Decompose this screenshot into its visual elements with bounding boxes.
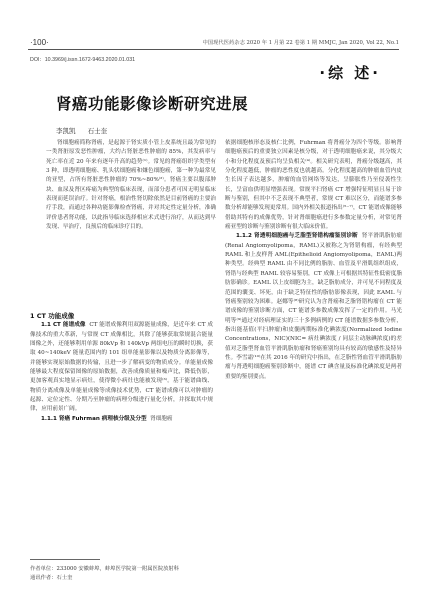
footnote-divider <box>30 559 100 560</box>
article-title: 肾癌功能影像诊断研究进展 <box>56 95 249 113</box>
section-tag: ·综 述· <box>319 64 381 82</box>
section-heading: 1 CT 功能成像 <box>30 312 75 320</box>
page-number: ·100· <box>30 38 49 47</box>
doi-line: DOI：10.3969/j.issn.1672-9463.2020.01.031 <box>30 57 136 63</box>
subsection2-text: 肾细胞癌 <box>150 415 173 422</box>
right-column <box>225 139 402 382</box>
subsection-text: CT 能谱成像利用双源能量成像，是近年来 CT 成像技术的重大革新，与常规 CT 成像相比，其除了能够获取常规混合能量图像之外，还能够利用单源 80kVp 和 140kVp 两组电压的瞬时切换，获取 40~140keV 能量范围内的 101 组单能量影像以及物质分离影像等，并能够实现原始数据的传输，且进一步了解病变的物质成分。单能量成像能够最大程度保留图像的原始数据，改善成像质量和噪声比，降低伤影，更加客观真实地显示病灶，使得微小病灶也能被发现⁽³⁾。基于能谱曲线、物质分离成像及单能量成像等成像技术优势，CT 能谱成像可以对肿瘤的起源、定位定性、分期乃至肿瘤的病理分级进行量化分析，并探取其中规律，应用前景广阔。 <box>30 322 214 413</box>
subsection2-lead: 1.1.1 肾癌 Fuhrman 病理核分级及分型 <box>41 415 147 422</box>
left-column <box>30 312 213 424</box>
abstract <box>46 139 216 232</box>
subsection2-paragraph <box>30 415 213 424</box>
header-divider <box>28 49 399 50</box>
continued-paragraph: 依据细胞核形态及核仁比例，Fuhrman 将肾癌分为四个等级。影响肾细胞癌预后的重要独立因素是核分级，对于透明细胞癌来说，其分级大小和分化程度及预后均呈负相关⁽⁴⁾。相关研究表明，肾癌分级越高，其分化程度越低，肿瘤的恶性度也就越高。分化程度越高的肿瘤血管内皮生长因子表达越多，肿瘤的血管网络等发达，呈膨胀性乃至侵袭性生长，呈富血供明显增强表现。常规平扫肾癌 CT 增强特征明显且易于诊断与鉴别，但其中不乏表现不典型者，常规 CT 难以区分，而能谱多参数分析却能够发现更常用。国内外相关报道指出⁽⁵⁻⁷⁾，CT 能谱成像能够借助其特有的成像优势，针对肾细胞癌进行多参数定量分析，对常见肾癌亚型的诊断与鉴别诊断有很大临床价值。 <box>225 140 402 231</box>
subsection3-paragraph <box>225 232 402 382</box>
article-authors: 李凯凯 石士奎 <box>56 127 108 135</box>
footnotes <box>30 565 213 583</box>
subsection3-lead: 1.1.2 肾透明细胞癌与乏脂型肾错构瘤鉴别诊断 <box>236 233 358 240</box>
correspondence: 通讯作者：石士奎 <box>30 575 73 581</box>
subsection-paragraph <box>30 321 213 414</box>
page-header <box>0 0 427 40</box>
subsection-lead: 1.1 CT 能谱成像 <box>41 322 86 329</box>
subsection3-text: 肾平滑肌脂肪瘤(Renal Angiomyolipoma，RAML)又被称之为肾错构瘤，有经典型 RAML 和上皮样肾 AML(Epithelioid Angiomyolipoma，EAML)两种类型。经典型 RAML 由不同比例的脂肪、血管及平滑肌组织组成，肾错与经典型 RAML 较容易鉴别，CT 成像上可根据其特征性低密度脂肪影确诊。EAML 以上皮细胞为主，缺乏脂肪成分，并可见不同程度及范围的囊变、坏死，由于缺乏特征性的脂肪影像表现，因此 EAML 与肾癌鉴别较为困难。赵娜等⁽⁸⁾研究认为含肾癌和乏脂肾错构瘤在 CT 能谱成像的鉴别诊断方面，CT 能谱多参数成像发挥了一定的作用。马光明等⁽⁹⁾通过对经病理证实的三十多例病例的 CT 能谱数据多参数分析，指出能基值(平扫肿瘤)和皮髓两期标准化碘浓度(Normalized Iodine Concentrations，NIC)(NIC= 病灶碘浓度 / 同层主动脉碘浓度)的差值对乏脂型肾血管平滑肌脂肪瘤和肾癌鉴别均具有较高的敏感性及特异性。李雪霜⁽¹⁰⁾在其 2016 年的研究中指出，在乏脂性肾血管平滑肌脂肪瘤与肾透明细胞癌鉴别诊断中，能谱 CT 碘含量及标准化碘浓度是两者重要的鉴别要点。 <box>225 233 402 380</box>
journal-citation: 中国现代医药杂志 2020 年 1 月第 22 卷第 1 期 MMJC, Jan 2020, Vol 22, No.1 <box>202 40 399 46</box>
author-unit: 作者单位：233000 安徽蚌埠，蚌埠医学院第一附属医院放射科 <box>30 566 180 572</box>
abstract-paragraph: 肾细胞癌简称肾癌，是起源于肾实质小管上皮系统且最为常见的一类肾脏原发恶性肿瘤，大约占肾脏恶性肿瘤的 85%，其发病率与死亡率在近 20 年来有逐年升高的趋势⁽¹⁾。常见的肾癌组织学类型有 3 种，即透明细胞癌、乳头状细胞癌和嫌色细胞癌，第一种为最常见的亚型，占所有肾脏恶性肿瘤的 70%~80%⁽²⁾。肾癌主要以腹部肿块、血尿及肾区疼痛为典型的临床表现，而部分患者可因无明显临床表现而延误治疗。针对肾癌，根治性肾切除依然是目前肾癌的主要治疗手段，而通过各种功能影像检查肾癌，并对其定性定量分析，准确评价患者肾功能，以此指导临床选择相应术式进行治疗，从而达到早发现、早治疗，良预后的临床诊疗目的。 <box>46 140 216 231</box>
